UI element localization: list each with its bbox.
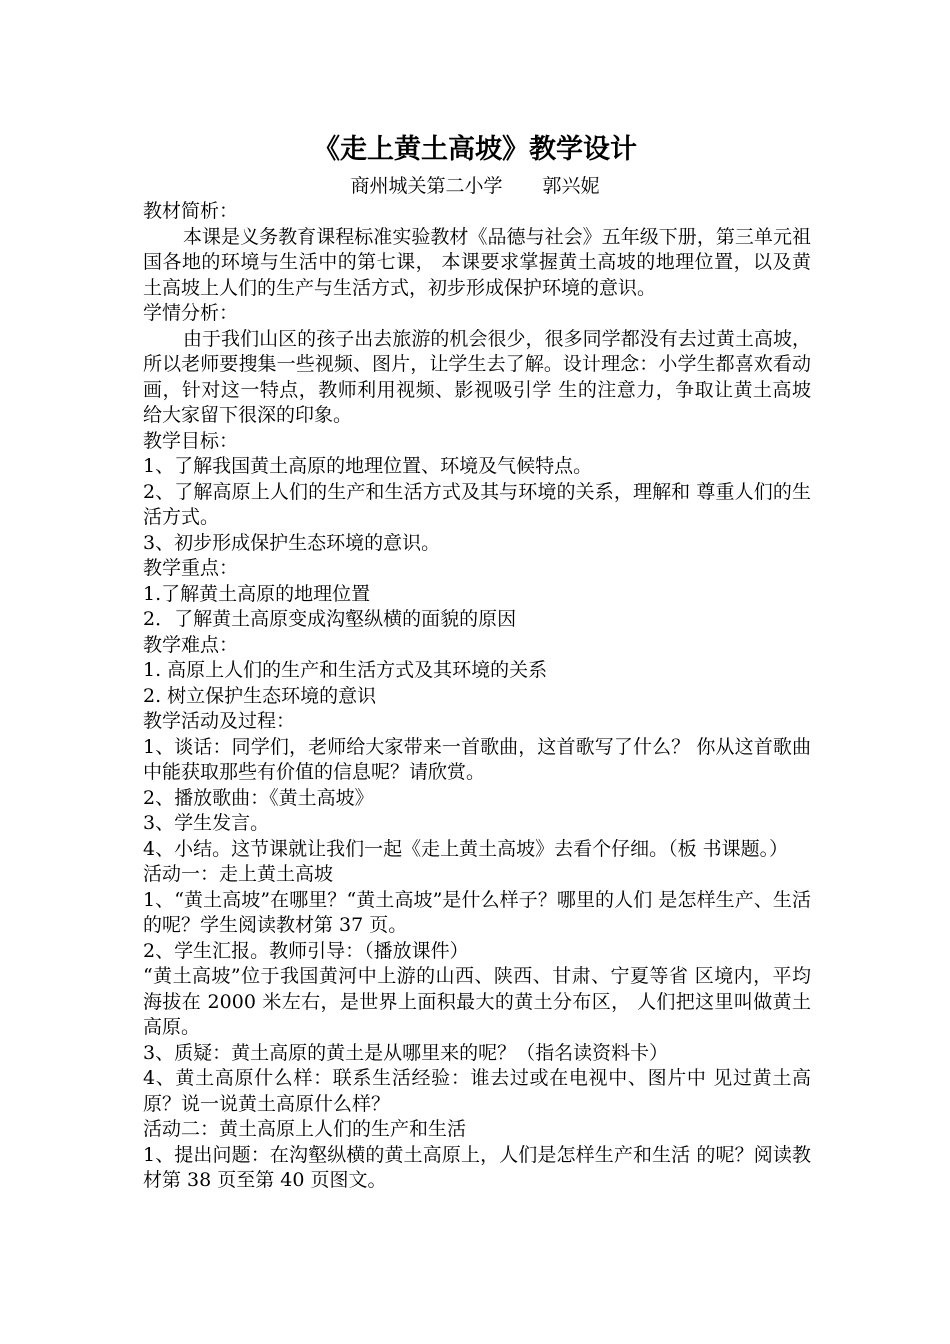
body-line: 2、播放歌曲：《黄土高坡》 [143,786,374,809]
body-line: 3、质疑：黄土高原的黄土是从哪里来的呢？（指名读资料卡） [143,1041,669,1064]
body-line: 教材简析： [143,200,239,222]
document-title: 《走上黄土高坡》教学设计 [313,134,637,165]
body-line: 1.了解黄土高原的地理位置 [143,582,371,605]
body-line: 学情分析： [143,302,239,324]
body-line: 3、学生发言。 [143,812,270,834]
author-name: 郭兴妮 [542,175,600,197]
body-paragraph: 本课是义务教育课程标准实验教材《品德与社会》五年级下册，第三单元祖国各地的环境与生活中的第七课， 本课要求掌握黄土高坡的地理位置，以及黄土高坡上人们的生产与生活方式，初步形成保护环境的意识。 [143,225,811,299]
body-line: 活动二：黄土高原上人们的生产和生活 [143,1118,467,1140]
body-line: 2、了解高原上人们的生产和生活方式及其与环境的关系，理解和 尊重人们的生活方式。 [143,480,811,528]
body-line: 教学活动及过程： [143,710,296,732]
body-line: 教学重点： [143,557,239,579]
body-line: 1、“黄土高坡”在哪里？“黄土高坡”是什么样子？哪里的人们 是怎样生产、生活的呢？学生阅读教材第 37 页。 [143,888,811,936]
body-line: 1. 高原上人们的生产和生活方式及其环境的关系 [143,659,548,681]
body-line: 2、学生汇报。教师引导：（播放课件） [143,939,469,962]
body-line: 1、了解我国黄土高原的地理位置、环境及气候特点。 [143,455,593,477]
body-line: 1、谈话：同学们，老师给大家带来一首歌曲，这首歌写了什么？ 你从这首歌曲中能获取那些有价值的信息呢？请欣赏。 [143,735,811,783]
body-line: 教学目标： [143,429,239,452]
body-line: 1、提出问题：在沟壑纵横的黄土高原上，人们是怎样生产和生活 的呢？阅读教材第 38 页至第 40 页图文。 [143,1143,811,1191]
body-line: 3、初步形成保护生态环境的意识。 [143,531,441,554]
body-paragraph: 由于我们山区的孩子出去旅游的机会很少，很多同学都没有去过黄土高坡，所以老师要搜集一些视频、图片，让学生去了解。设计理念：小学生都喜欢看动画，针对这一特点，教师利用视频、影视吸引学 生的注意力，争取让黄土高坡给大家留下很深的印象。 [143,327,811,426]
body-line: 2. 树立保护生态环境的意识 [143,684,377,707]
body-line: 2．了解黄土高原变成沟壑纵横的面貌的原因 [143,608,517,630]
author-school: 商州城关第二小学 [350,175,503,197]
body-line: 4、小结。这节课就让我们一起《走上黄土高坡》去看个仔细。（板 书课题。） [143,837,789,860]
document-body [143,199,811,1194]
body-line: “黄土高坡”位于我国黄河中上游的山西、陕西、甘肃、宁夏等省 区境内，平均海拔在 2000 米左右，是世界上面积最大的黄土分布区， 人们把这里叫做黄土高原。 [143,965,811,1038]
author-line [0,173,950,199]
body-line: 教学难点： [143,633,239,656]
body-line: 4、黄土高原什么样：联系生活经验：谁去过或在电视中、图片中 见过黄土高原？说一说黄土高原什么样？ [143,1067,811,1115]
body-line: 活动一：走上黄土高坡 [143,863,334,885]
